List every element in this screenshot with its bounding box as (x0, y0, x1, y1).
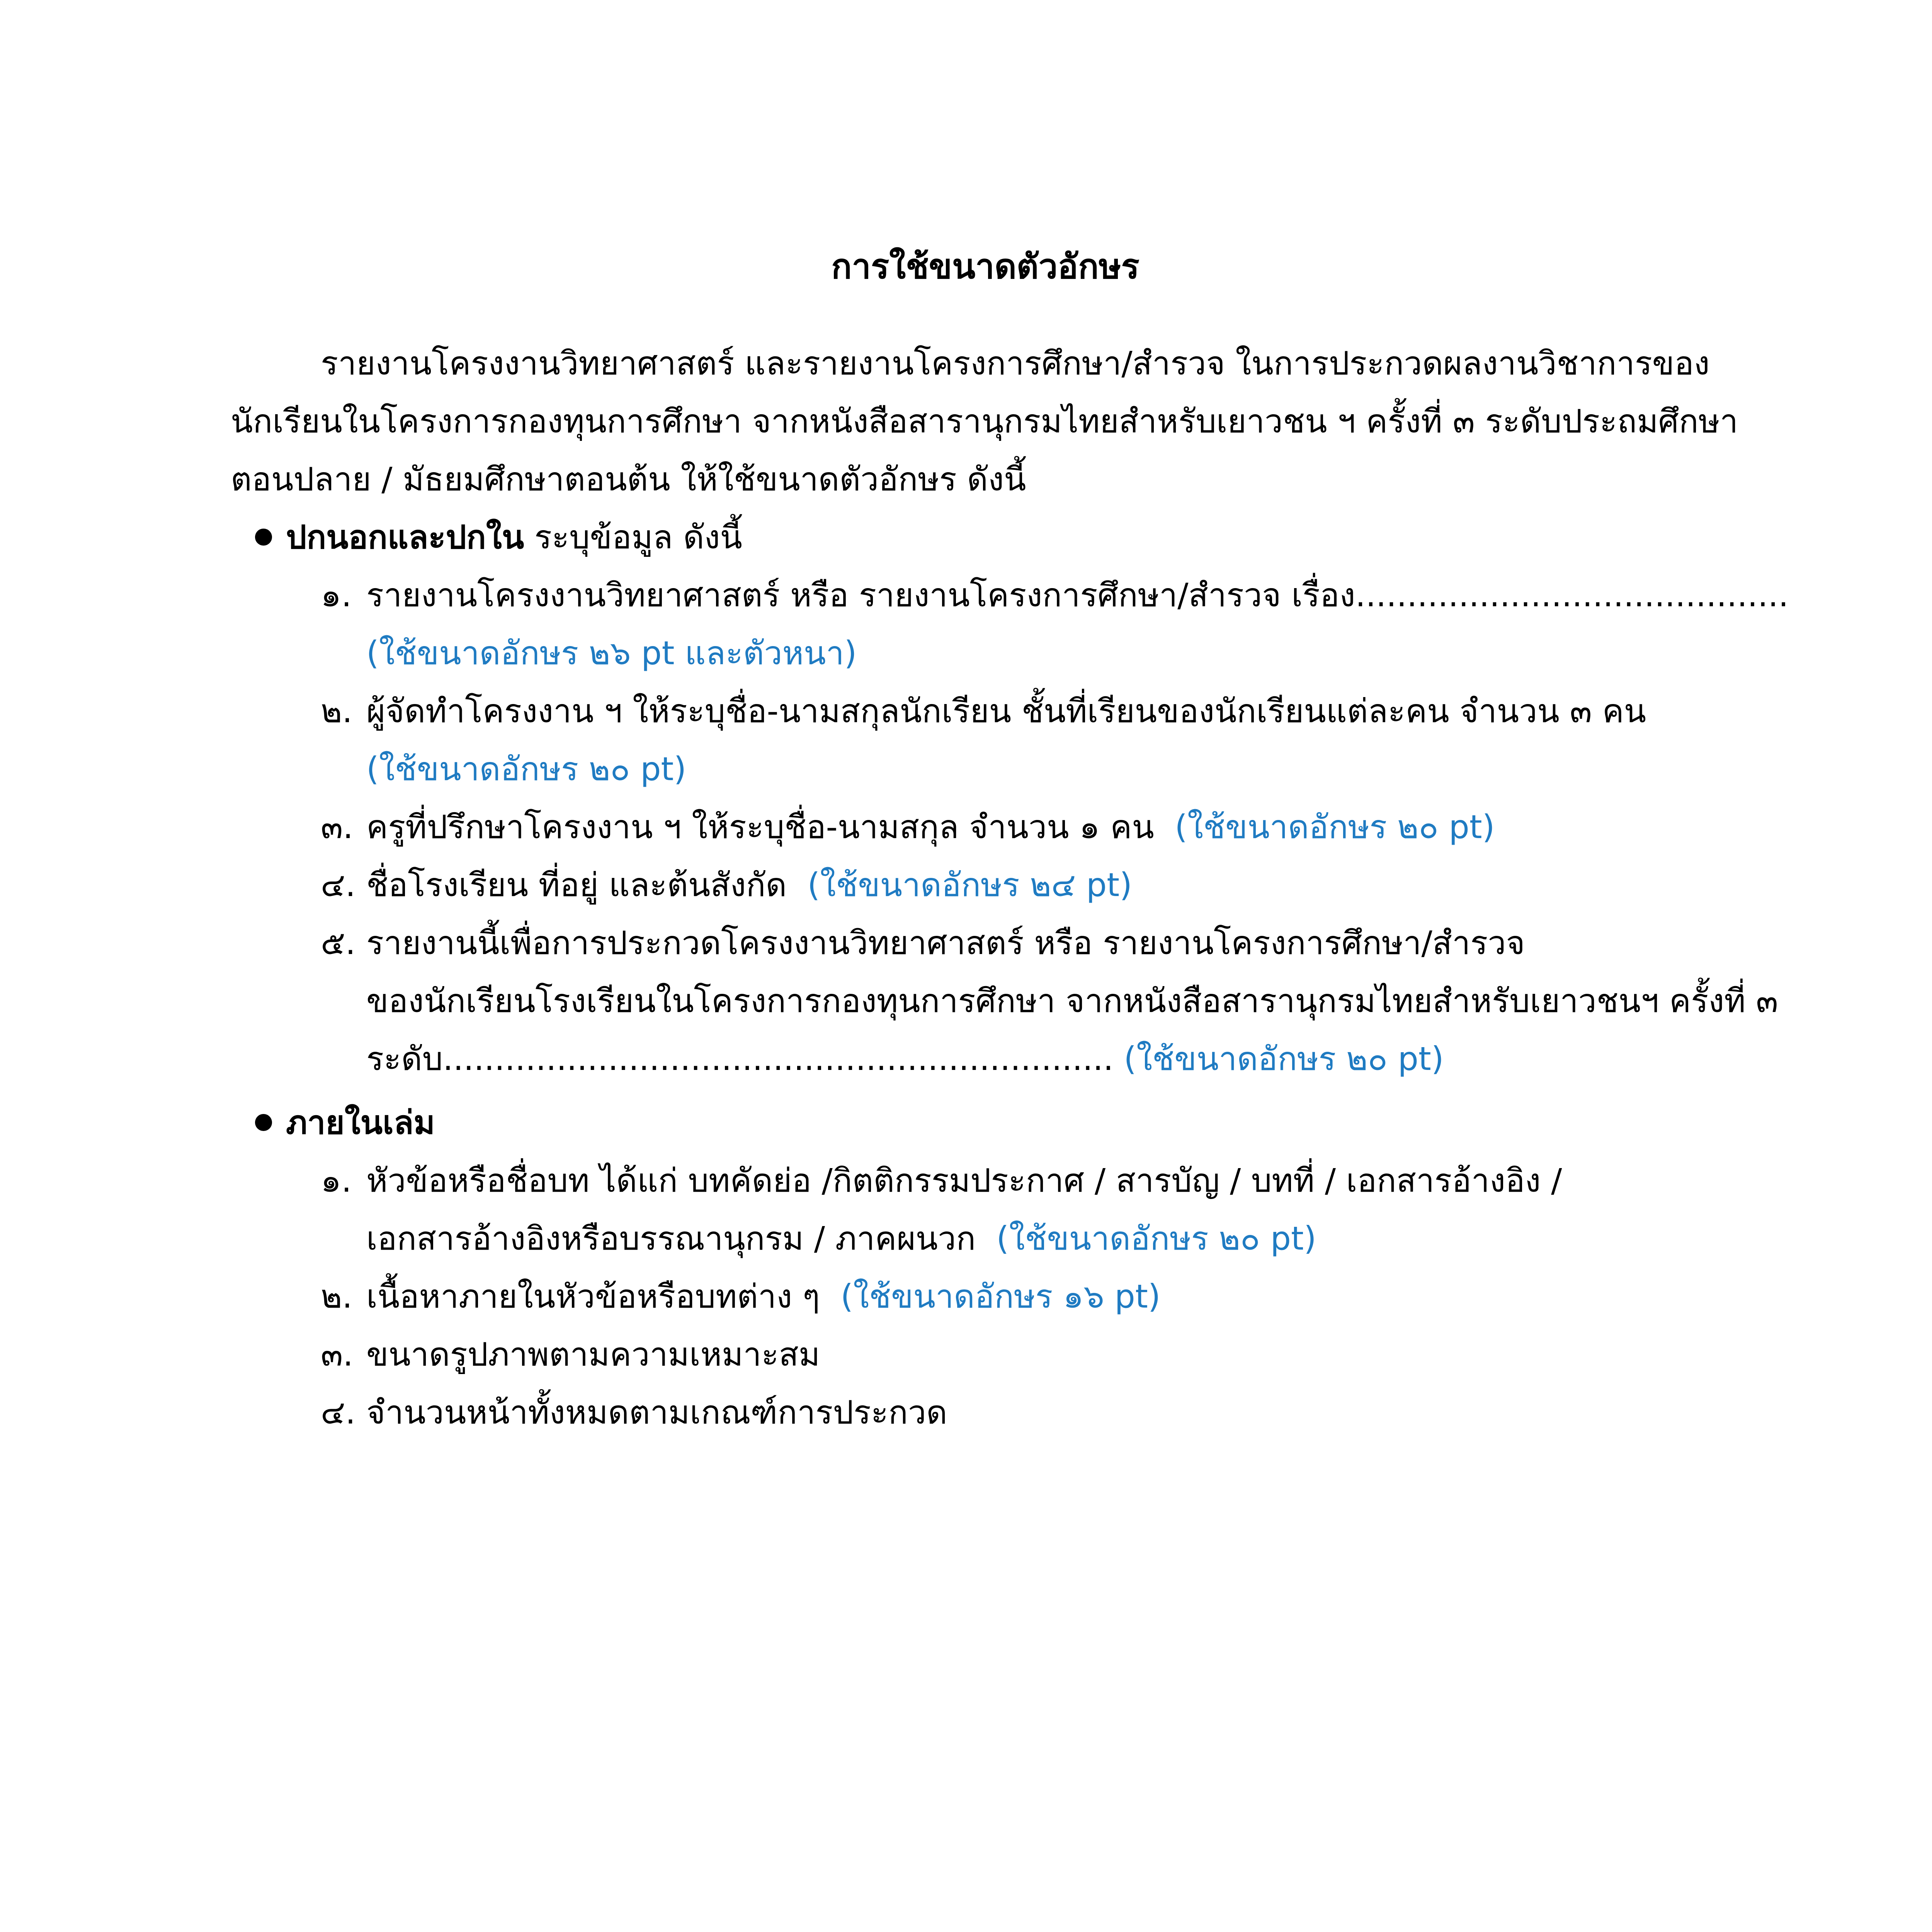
cover-item-5-line-3 (366, 1030, 1444, 1088)
section-inside-title: ภายในเล่ม (286, 1104, 435, 1141)
item-note: (ใช้ขนาดอักษร ๒๐ pt) (1175, 808, 1495, 846)
item-text: รายงานโครงงานวิทยาศาสตร์ หรือ รายงานโครงการศึกษา/สำรวจ เรื่อง.......................................... (366, 576, 1789, 614)
item-text: ผู้จัดทำโครงงาน ฯ ให้ระบุชื่อ-นามสกุลนักเรียน ชั้นที่เรียนของนักเรียนแต่ละคน จำนวน ๓ คน (366, 692, 1646, 730)
intro-line-2: นักเรียนในโครงการกองทุนการศึกษา จากหนังสือสารานุกรมไทยสำหรับเยาวชน ฯ ครั้งที่ ๓ ระดับประถมศึกษา (231, 402, 1738, 440)
item-note: (ใช้ขนาดอักษร ๒๔ pt) (807, 866, 1132, 904)
cover-item-5-line-2: ของนักเรียนโรงเรียนในโครงการกองทุนการศึกษา จากหนังสือสารานุกรมไทยสำหรับเยาวชนฯ ครั้งที่ ๓ (366, 982, 1778, 1020)
item-number: ๒. (321, 692, 353, 730)
item-number: ๓. (321, 808, 354, 846)
bullet-icon (255, 529, 272, 546)
item-text: รายงานนี้เพื่อการประกวดโครงงานวิทยาศาสตร์ หรือ รายงานโครงการศึกษา/สำรวจ (366, 924, 1525, 962)
cover-item-2 (321, 682, 1646, 740)
bullet-icon (255, 1114, 272, 1131)
item-number: ๕. (321, 924, 356, 962)
item-number: ๓. (321, 1335, 354, 1373)
intro-line-3: ตอนปลาย / มัธยมศึกษาตอนต้น ให้ใช้ขนาดตัวอักษร ดังนี้ (231, 460, 1026, 498)
cover-item-5 (321, 914, 1525, 972)
section-cover-title: ปกนอกและปกใน (286, 518, 524, 556)
item-number: ๒. (321, 1277, 353, 1315)
cover-item-1-note: (ใช้ขนาดอักษร ๒๖ pt และตัวหนา) (366, 634, 857, 672)
item-text: ครูที่ปรึกษาโครงงาน ฯ ให้ระบุชื่อ-นามสกุล จำนวน ๑ คน (366, 808, 1154, 846)
item-text: หัวข้อหรือชื่อบท ได้แก่ บทคัดย่อ /กิตติกรรมประกาศ / สารบัญ / บทที่ / เอกสารอ้างอิง / (366, 1162, 1562, 1199)
item-text: จำนวนหน้าทั้งหมดตามเกณฑ์การประกวด (366, 1393, 947, 1431)
item-number: ๔. (321, 866, 356, 904)
item-text: ระดับ................................................................. (366, 1040, 1114, 1078)
inside-item-4 (321, 1383, 947, 1441)
cover-item-3 (321, 798, 1495, 856)
cover-item-1 (321, 566, 1789, 624)
inside-item-1 (321, 1151, 1562, 1209)
inside-item-2 (321, 1267, 1161, 1325)
section-inside-heading (255, 1094, 435, 1151)
inside-item-3 (321, 1325, 820, 1383)
item-note: (ใช้ขนาดอักษร ๒๐ pt) (1124, 1040, 1444, 1078)
item-note: (ใช้ขนาดอักษร ๑๖ pt) (840, 1277, 1161, 1315)
item-number: ๔. (321, 1393, 356, 1431)
intro-line-1: รายงานโครงงานวิทยาศาสตร์ และรายงานโครงการศึกษา/สำรวจ ในการประกวดผลงานวิชาการของ (321, 344, 1710, 382)
section-cover-subtitle: ระบุข้อมูล ดังนี้ (524, 518, 742, 556)
cover-item-2-note: (ใช้ขนาดอักษร ๒๐ pt) (366, 750, 687, 788)
item-text: เนื้อหาภายในหัวข้อหรือบทต่าง ๆ (366, 1277, 820, 1315)
inside-item-1-line-2 (366, 1209, 1316, 1267)
cover-item-4 (321, 856, 1132, 914)
item-text: ขนาดรูปภาพตามความเหมาะสม (366, 1335, 820, 1373)
page-title: การใช้ขนาดตัวอักษร (831, 247, 1139, 286)
item-number: ๑. (321, 576, 352, 614)
section-cover-heading (255, 508, 742, 566)
item-number: ๑. (321, 1162, 352, 1199)
item-text: ชื่อโรงเรียน ที่อยู่ และต้นสังกัด (366, 866, 787, 904)
item-text: เอกสารอ้างอิงหรือบรรณานุกรม / ภาคผนวก (366, 1219, 976, 1257)
item-note: (ใช้ขนาดอักษร ๒๐ pt) (996, 1219, 1316, 1257)
